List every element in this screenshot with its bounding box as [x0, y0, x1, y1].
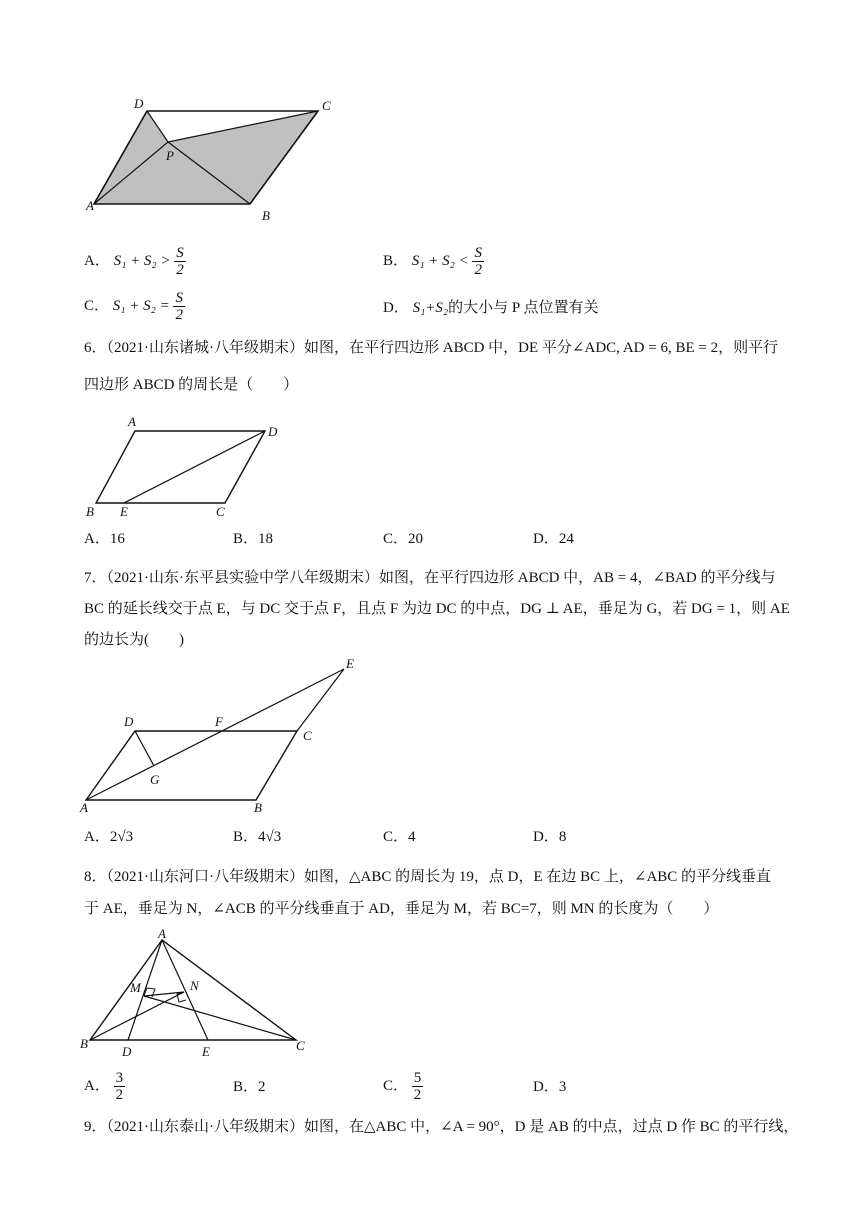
q8-stem-line1: 8．（2021·山东河口·八年级期末）如图，△ABC 的周长为 19，点 D，E 在边 BC 上，∠ABC 的平分线垂直 — [84, 869, 772, 885]
q8-option-c: C． $\frac{5}{2}$ — [383, 1070, 422, 1103]
q6-figure — [80, 410, 300, 525]
q6-stem-line1: 6．（2021·山东诸城·八年级期末）如图，在平行四边形 ABCD 中，DE 平分∠ADC, AD = 6, BE = 2，则平行 — [84, 340, 779, 356]
q8-label-d: D — [122, 1044, 132, 1059]
q6-option-a: A．16 — [84, 531, 125, 547]
q5-option-b: B． S₁ + S₂ < $\frac{S}{2}$ — [383, 245, 482, 278]
q7-option-a: A．2√3 — [84, 829, 134, 845]
q7-label-f: F — [215, 714, 223, 729]
q8-label-n: N — [190, 978, 199, 993]
q7-label-a: A — [80, 800, 88, 815]
q7-label-c: C — [303, 728, 312, 743]
q8-option-a: A． $\frac{3}{2}$ — [84, 1070, 124, 1103]
q7-label-e: E — [346, 656, 354, 671]
q8-label-c: C — [296, 1038, 305, 1053]
q8-stem-line2: 于 AE，垂足为 N，∠ACB 的平分线垂直于 AD，垂足为 M，若 BC=7，则 MN 的长度为（ ） — [84, 901, 719, 917]
q6-option-b: B．18 — [233, 531, 274, 547]
q5-label-c: C — [322, 98, 331, 113]
q7-option-c: C．4 — [383, 829, 416, 845]
q7-figure — [78, 652, 368, 822]
q8-label-e: E — [202, 1044, 210, 1059]
q8-figure — [78, 922, 318, 1062]
q8-label-m: M — [130, 980, 141, 995]
q5-figure — [80, 90, 340, 230]
q7-stem-line3: 的边长为( ) — [84, 632, 184, 648]
q6-label-a: A — [128, 414, 136, 429]
q5-label-b: B — [262, 208, 270, 223]
q6-stem-line2: 四边形 ABCD 的周长是（ ） — [84, 377, 299, 393]
q6-label-d: D — [268, 424, 278, 439]
q7-option-d: D．8 — [533, 829, 567, 845]
q8-option-b: B．2 — [233, 1079, 266, 1095]
q5-option-d: D． S₁+S₂的大小与 P 点位置有关 — [383, 300, 599, 316]
q7-label-g: G — [150, 772, 160, 787]
q7-stem-line2: BC 的延长线交于点 E，与 DC 交于点 F，且点 F 为边 DC 的中点，DG ⊥ AE，垂足为 G，若 DG = 1，则 AE — [84, 601, 790, 617]
q8-option-d: D．3 — [533, 1079, 567, 1095]
q8-label-b: B — [80, 1036, 88, 1051]
q6-option-c: C．20 — [383, 531, 424, 547]
q5-label-d: D — [134, 96, 144, 111]
q5-option-a: A． S₁ + S₂ > $\frac{S}{2}$ — [84, 245, 184, 278]
q7-option-b: B．4√3 — [233, 829, 282, 845]
q5-label-p: P — [166, 148, 174, 163]
q6-label-b: B — [86, 504, 94, 519]
q5-option-c: C． S₁ + S₂ = $\frac{S}{2}$ — [84, 290, 183, 323]
q8-label-a: A — [158, 926, 166, 941]
q7-label-b: B — [254, 800, 262, 815]
q9-stem-line1: 9．（2021·山东泰山·八年级期末）如图，在△ABC 中，∠A = 90°，D 是 AB 的中点，过点 D 作 BC 的平行线， — [84, 1119, 799, 1135]
q7-label-d: D — [124, 714, 134, 729]
q5-label-a: A — [86, 198, 94, 213]
q6-option-d: D．24 — [533, 531, 574, 547]
q7-stem-line1: 7．（2021·山东·东平县实验中学八年级期末）如图，在平行四边形 ABCD 中，AB = 4，∠BAD 的平分线与 — [84, 570, 776, 586]
q6-label-c: C — [216, 504, 225, 519]
q6-label-e: E — [120, 504, 128, 519]
